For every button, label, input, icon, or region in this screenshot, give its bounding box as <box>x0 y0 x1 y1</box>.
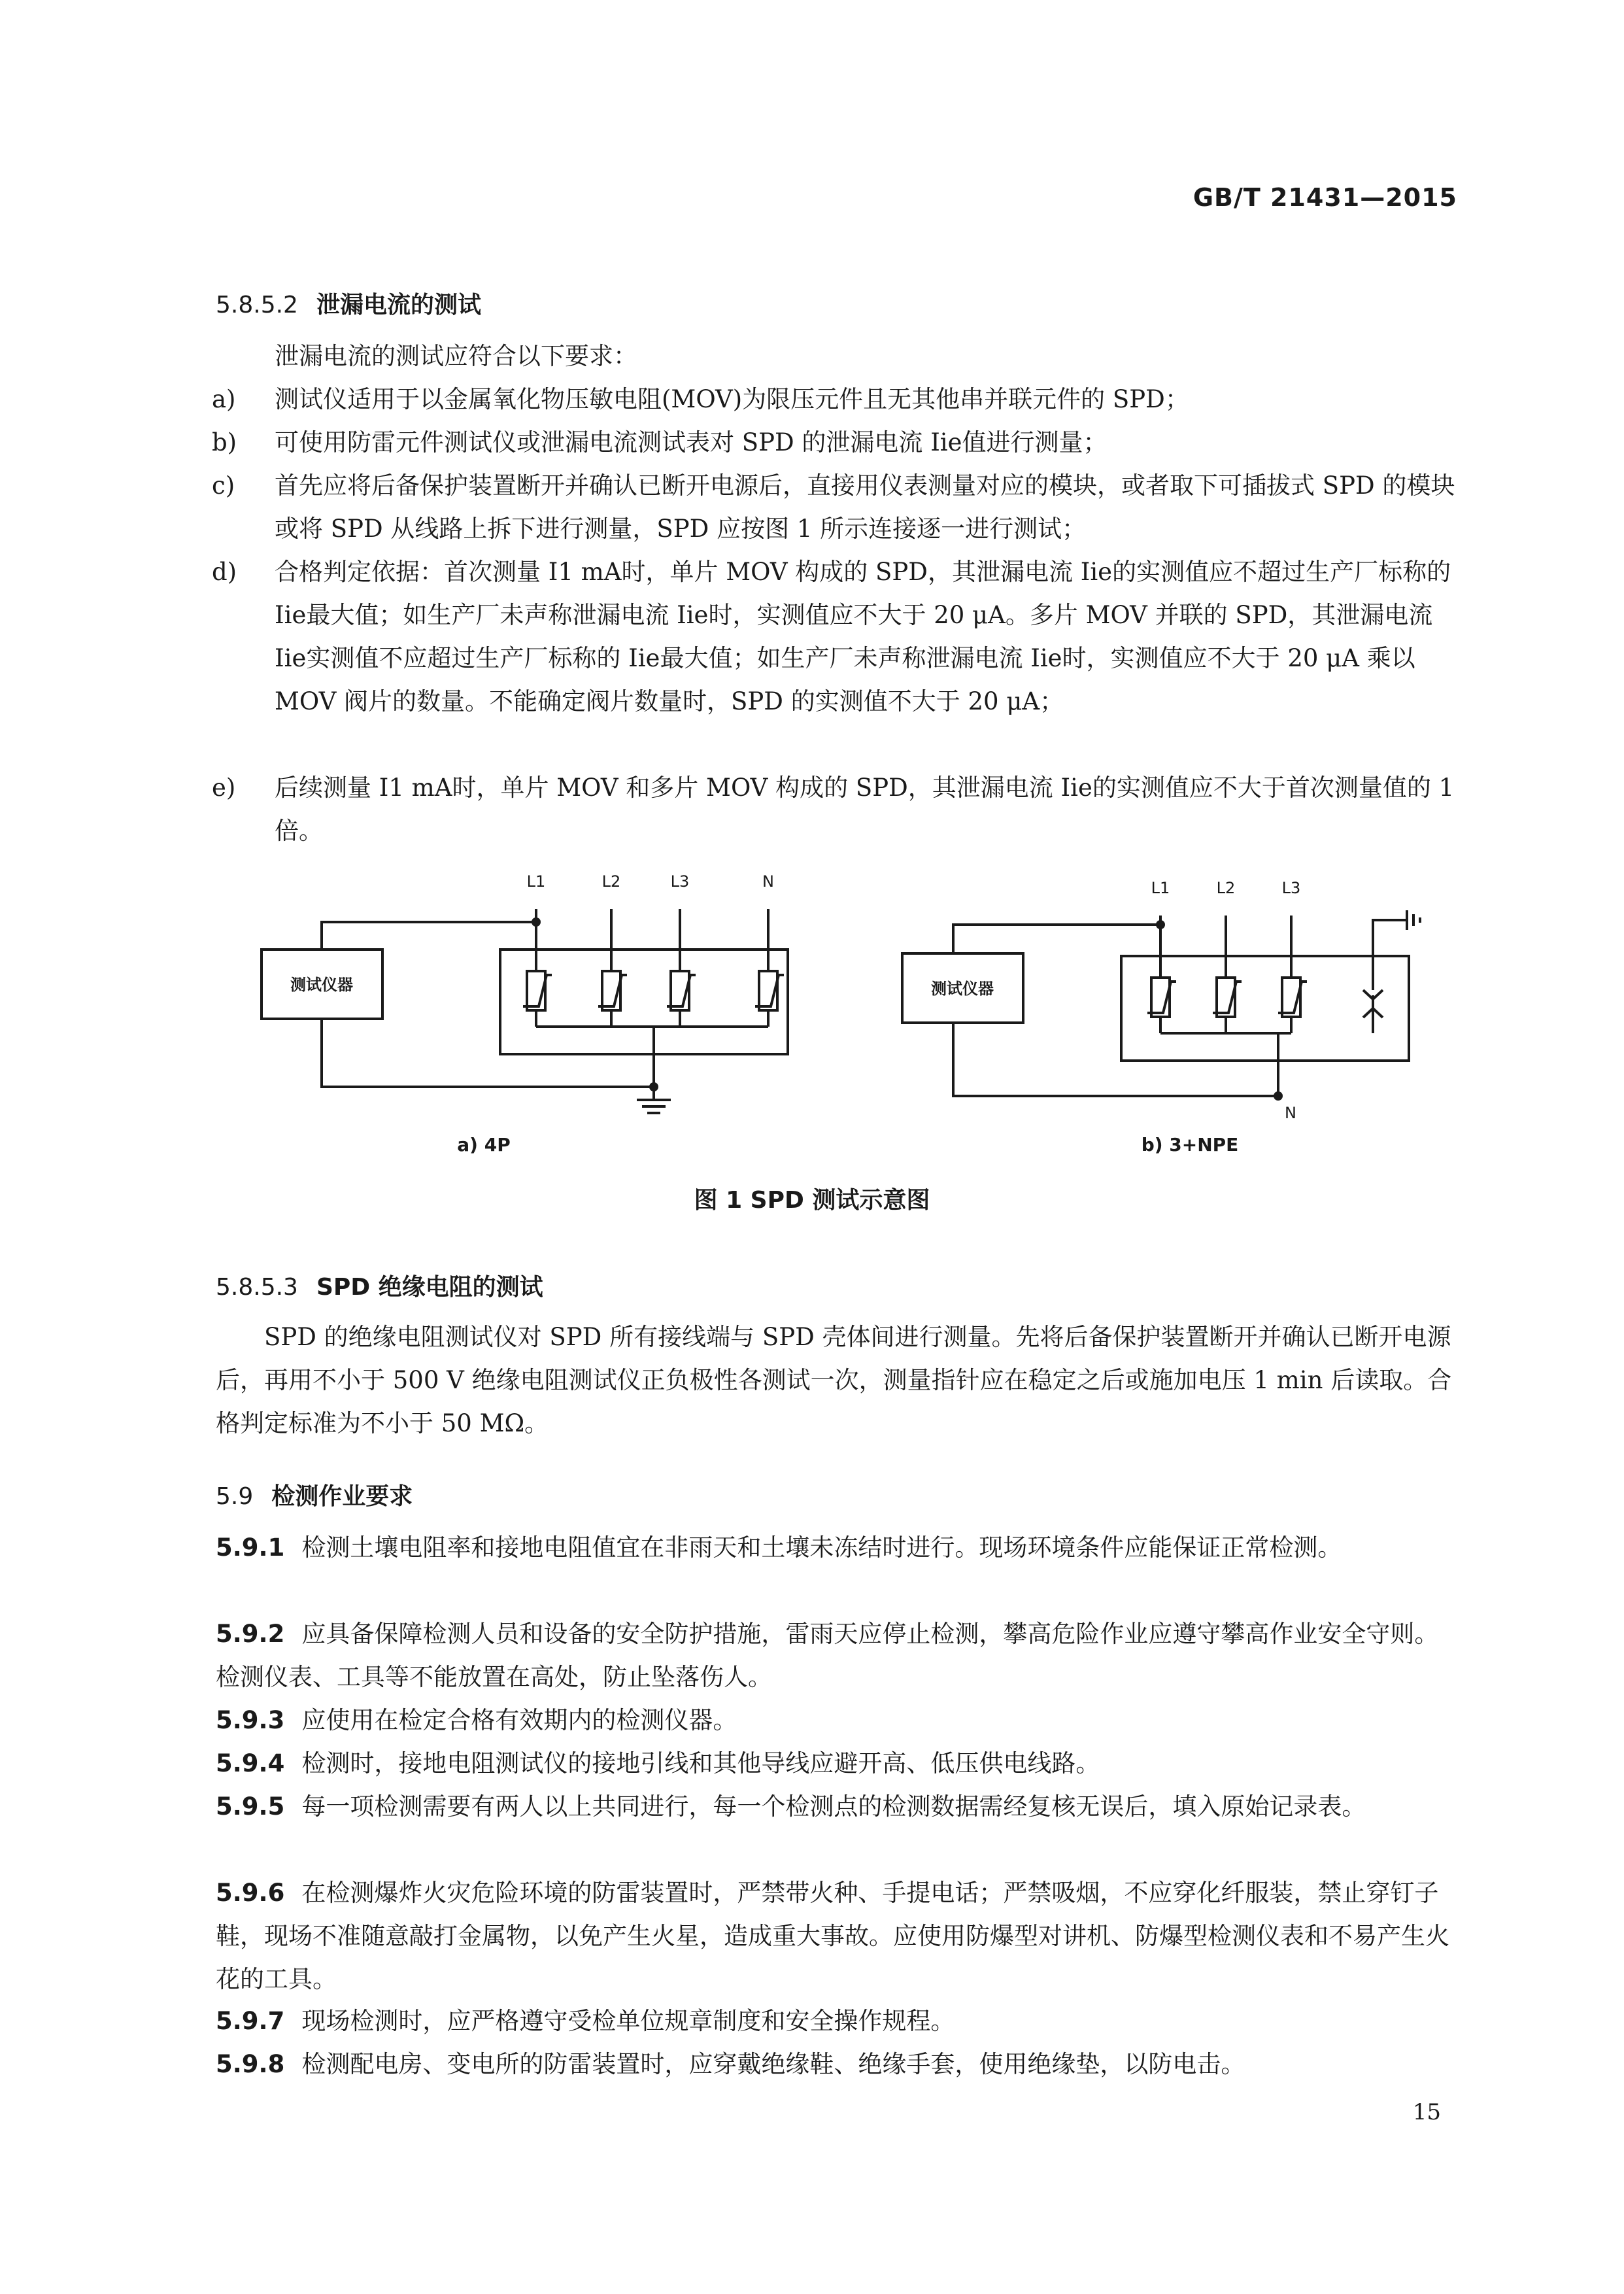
line-label-N: N <box>1285 1104 1296 1122</box>
line-label-L3: L3 <box>1281 879 1301 897</box>
page-number: 15 <box>1412 2099 1441 2125</box>
list-marker: a) <box>212 385 236 413</box>
section-number: 5.9 <box>216 1483 254 1510</box>
list-marker: d) <box>212 558 237 586</box>
varistor-icon <box>598 971 627 1010</box>
section-5853-heading <box>216 1269 543 1302</box>
figure-title: 图 1 SPD 测试示意图 <box>694 1187 930 1214</box>
list-text: 首先应将后备保护装置断开并确认已断开电源后，直接用仪表测量对应的模块，或者取下可插拔式 SPD 的模块或将 SPD 从线路上拆下进行测量，SPD 应按图 1 所示连接逐一进行测试； <box>275 471 1455 543</box>
standard-number: GB/T 21431—2015 <box>1193 183 1457 212</box>
varistor-icon <box>1147 978 1176 1017</box>
line-label-L2: L2 <box>1216 879 1236 897</box>
list-text: 测试仪适用于以金属氧化物压敏电阻(MOV)为限压元件且无其他串并联元件的 SPD； <box>275 385 1189 413</box>
subfigure-caption-b: b) 3+NPE <box>1141 1134 1239 1156</box>
section-title: SPD 绝缘电阻的测试 <box>316 1274 543 1301</box>
instrument-label: 测试仪器 <box>290 976 353 994</box>
clause-596: 5.9.6 在检测爆炸火灾危险环境的防雷装置时，严禁带火种、手提电话；严禁吸烟，不应穿化纤服装，禁止穿钉子鞋，现场不准随意敲打金属物，以免产生火星，造成重大事故。应使用防爆型对讲机、防爆型检测仪表和不易产生火花的工具。 <box>216 1879 1449 1993</box>
list-text: 后续测量 I1 mA时，单片 MOV 和多片 MOV 构成的 SPD，其泄漏电流 Iie的实测值应不大于首次测量值的 1 倍。 <box>275 774 1455 845</box>
line-label-L1: L1 <box>1151 879 1170 897</box>
list-marker: e) <box>212 774 236 802</box>
line-label-L1: L1 <box>526 872 546 891</box>
line-label-L2: L2 <box>601 872 621 891</box>
clause-592: 5.9.2 应具备保障检测人员和设备的安全防护措施，雷雨天应停止检测，攀高危险作业应遵守攀高作业安全守则。检测仪表、工具等不能放置在高处，防止坠落伤人。 <box>216 1620 1439 1691</box>
section-5852-intro: 泄漏电流的测试应符合以下要求： <box>275 342 637 370</box>
clause-597: 5.9.7 现场检测时，应严格遵守受检单位规章制度和安全操作规程。 <box>216 2007 955 2035</box>
list-item-c <box>212 464 1461 551</box>
section-number: 5.8.5.2 <box>216 292 298 318</box>
section-59-heading <box>216 1478 413 1511</box>
varistor-icon <box>1213 978 1242 1017</box>
varistor-icon <box>667 971 696 1010</box>
section-5852-heading <box>216 286 481 320</box>
varistor-icon <box>755 971 784 1010</box>
subfigure-caption-a: a) 4P <box>457 1134 511 1156</box>
clause-598: 5.9.8 检测配电房、变电所的防雷装置时，应穿戴绝缘鞋、绝缘手套，使用绝缘垫，以防电击。 <box>216 2050 1245 2078</box>
instrument-label: 测试仪器 <box>931 980 994 998</box>
list-item-b <box>212 421 1461 464</box>
list-text: 可使用防雷元件测试仪或泄漏电流测试表对 SPD 的泄漏电流 Iie值进行测量； <box>275 428 1108 456</box>
section-5853-body: SPD 的绝缘电阻测试仪对 SPD 所有接线端与 SPD 壳体间进行测量。先将后备保护装置断开并确认已断开电源后，再用不小于 500 V 绝缘电阻测试仪正负极性各测试一次，测量指针应在稳定之后或施加电压 1 min 后读取。合格判定标准为不小于 50 MΩ。 <box>216 1323 1452 1437</box>
section-number: 5.8.5.3 <box>216 1274 298 1301</box>
figure-1-diagram <box>248 857 1438 1197</box>
list-text: 合格判定依据：首次测量 I1 mA时，单片 MOV 构成的 SPD，其泄漏电流 Iie的实测值应不超过生产厂标称的 Iie最大值；如生产厂未声称泄漏电流 Iie时，实测值应不大于 20 μA。多片 MOV 并联的 SPD，其泄漏电流 Iie实测值不应超过生产厂标称的 Iie最大值；如生产厂未声称泄漏电流 Iie时，实测值应不大于 20 μA 乘以 MOV 阀片的数量。不能确定阀片数量时，SPD 的实测值不大于 20 μA； <box>275 558 1451 715</box>
list-marker: c) <box>212 471 235 500</box>
section-title: 检测作业要求 <box>271 1483 413 1510</box>
list-item-e <box>212 766 1461 853</box>
list-item-a <box>212 378 1461 421</box>
varistor-icon <box>1278 978 1307 1017</box>
clause-595: 5.9.5 每一项检测需要有两人以上共同进行，每一个检测点的检测数据需经复核无误后，填入原始记录表。 <box>216 1792 1366 1821</box>
section-title: 泄漏电流的测试 <box>316 292 481 318</box>
line-label-N: N <box>762 872 774 891</box>
clause-594: 5.9.4 检测时，接地电阻测试仪的接地引线和其他导线应避开高、低压供电线路。 <box>216 1749 1100 1777</box>
line-label-L3: L3 <box>670 872 690 891</box>
clause-591: 5.9.1 检测土壤电阻率和接地电阻值宜在非雨天和土壤未冻结时进行。现场环境条件应能保证正常检测。 <box>216 1533 1342 1562</box>
list-item-d <box>212 551 1461 723</box>
list-marker: b) <box>212 428 237 456</box>
clause-593: 5.9.3 应使用在检定合格有效期内的检测仪器。 <box>216 1706 737 1734</box>
varistor-icon <box>523 971 552 1010</box>
